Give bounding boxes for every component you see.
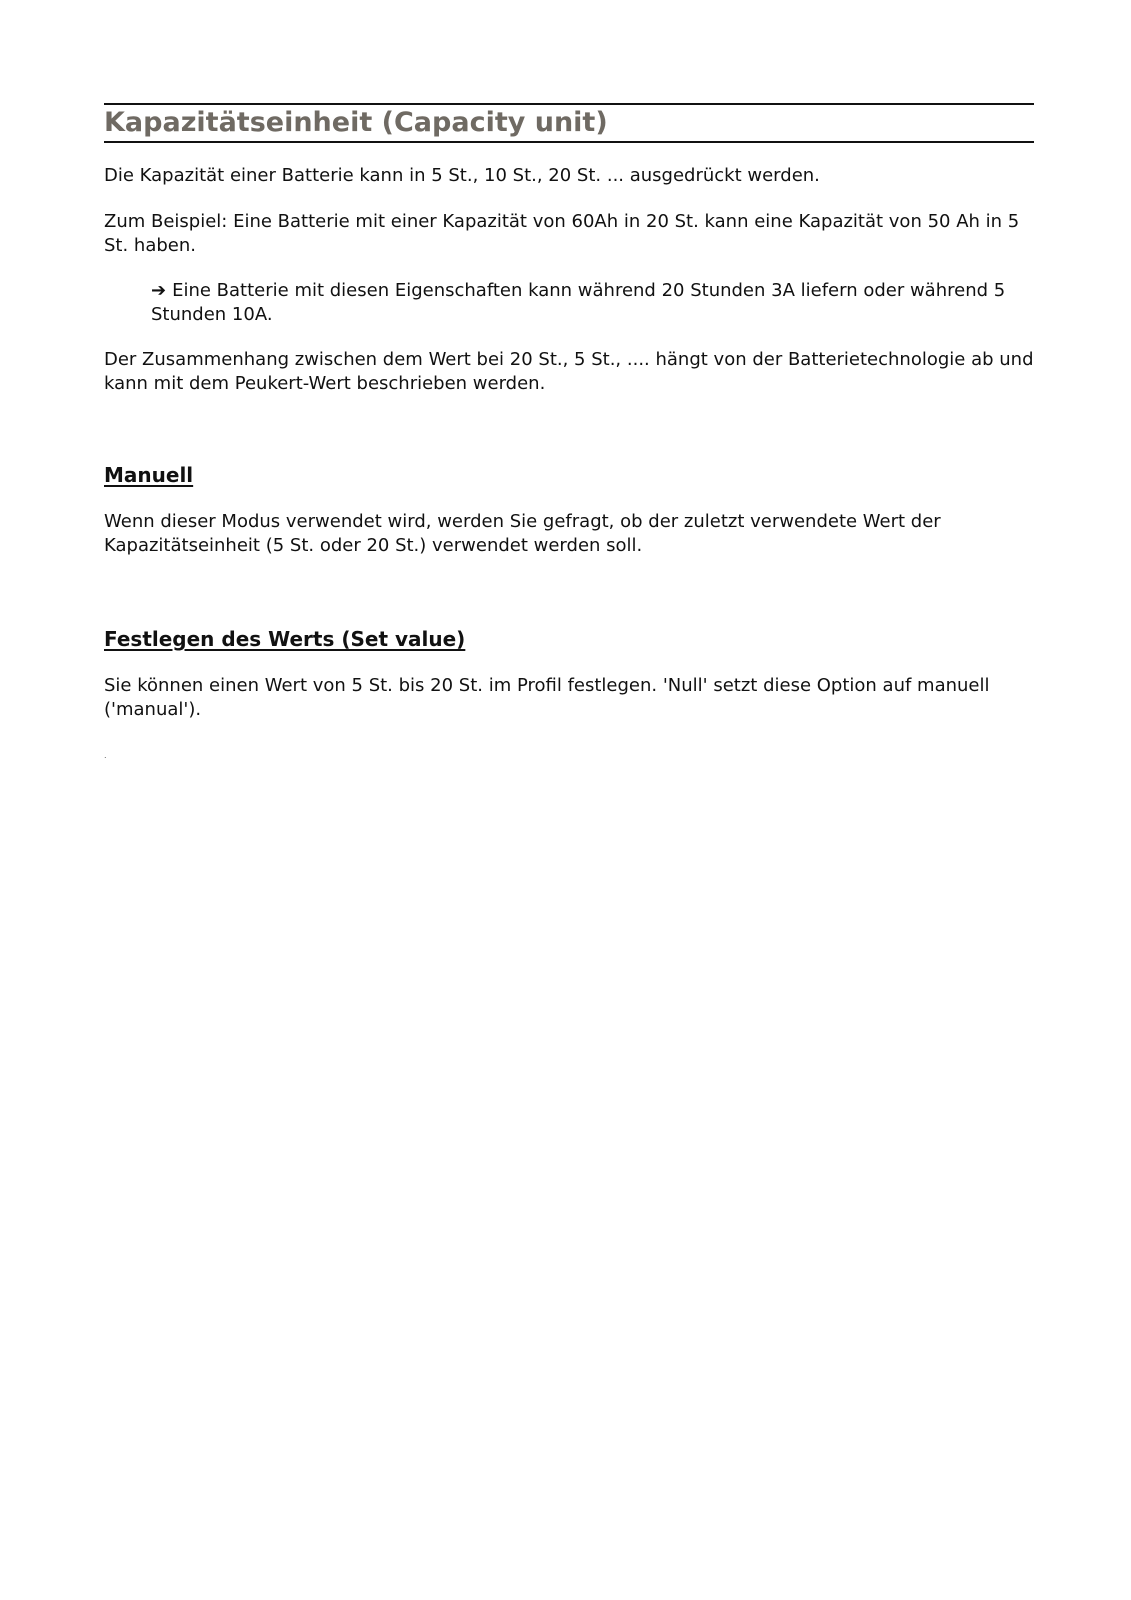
relation-paragraph: Der Zusammenhang zwischen dem Wert bei 20 St., 5 St., .... hängt von der Batterietechnologie ab und kann mit dem Peukert-Wert beschrieben werden. (104, 349, 1034, 394)
section-heading-manuell: Manuell (104, 463, 194, 487)
intro-paragraph: Die Kapazität einer Batterie kann in 5 St., 10 St., 20 St. ... ausgedrückt werden. (104, 165, 820, 186)
example-paragraph: Zum Beispiel: Eine Batterie mit einer Kapazität von 60Ah in 20 St. kann eine Kapazität von 50 Ah in 5 St. haben. (104, 211, 1020, 256)
section-text-manuell: Wenn dieser Modus verwendet wird, werden Sie gefragt, ob der zuletzt verwendete Wert der Kapazitätseinheit (5 St. oder 20 St.) verwendet werden soll. (104, 511, 941, 556)
arrow-paragraph-text: Eine Batterie mit diesen Eigenschaften kann während 20 Stunden 3A liefern oder während 5 Stunden 10A. (151, 280, 1006, 325)
section-heading-set-value: Festlegen des Werts (Set value) (104, 627, 466, 651)
trailing-mark: . (104, 751, 107, 760)
page-title: Kapazitätseinheit (Capacity unit) (104, 107, 608, 138)
section-text-set-value: Sie können einen Wert von 5 St. bis 20 St. im Profil festlegen. 'Null' setzt diese Option auf manuell ('manual'). (104, 675, 990, 720)
title-block (104, 103, 1034, 143)
arrow-paragraph-block (151, 279, 1011, 327)
arrow-right-icon: ➔ (151, 280, 167, 301)
